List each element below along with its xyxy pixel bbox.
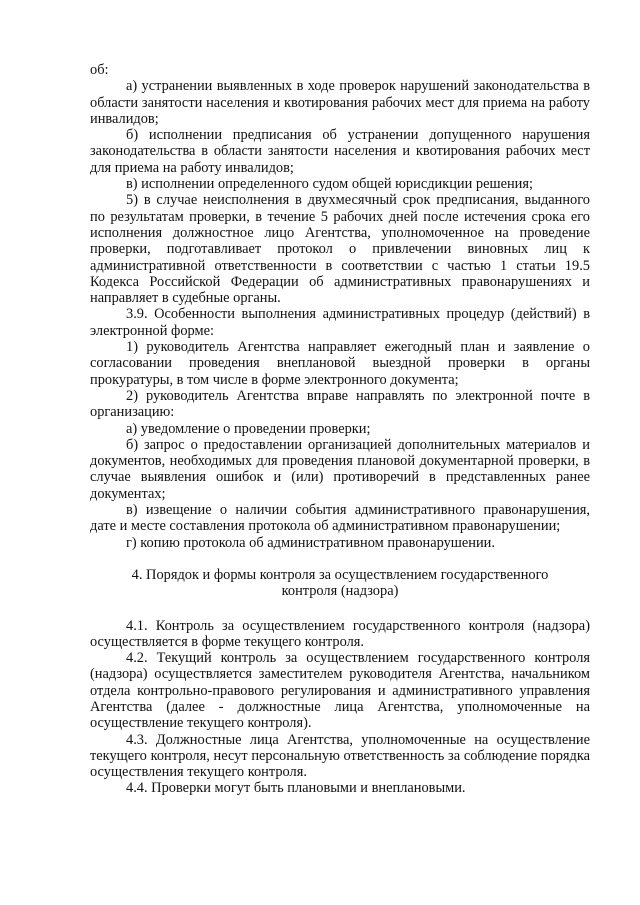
- paragraph-3-9-sub-g: г) копию протокола об административном правонарушении.: [126, 534, 495, 551]
- spacer: [90, 600, 590, 618]
- paragraph-3-9: 3.9. Особенности выполнения административных процедур (действий) в электронной форме:: [90, 306, 590, 339]
- paragraph-3-9-item-1: 1) руководитель Агентства направляет ежегодный план и заявление о согласовании проведения внеплановой выездной проверки в органы прокуратуры, в том числе в форме электронного документа;: [90, 339, 590, 388]
- paragraph-item-v: в) исполнении определенного судом общей юрисдикции решения;: [126, 176, 533, 193]
- paragraph-3-9-sub-a: а) уведомление о проведении проверки;: [126, 420, 371, 437]
- paragraph-4-2: 4.2. Текущий контроль за осуществлением государственного контроля (надзора) осуществляется заместителем руководителя Агентства, начальником отдела контрольно-правового регулирования и административного управления Агентства (далее - должностные лица Агентства, уполномоченные на осуществление текущего контроля).: [90, 650, 590, 732]
- paragraph-3-9-sub-v: в) извещение о наличии события административного правонарушения, дате и месте составления протокола об административном правонарушении;: [90, 502, 590, 535]
- paragraph-3-9-item-2: 2) руководитель Агентства вправе направлять по электронной почте в организацию:: [90, 387, 590, 421]
- paragraph-4-4: 4.4. Проверки могут быть плановыми и внеплановыми.: [126, 780, 466, 797]
- section-heading: 4. Порядок и формы контроля за осуществлением государственного контроля (надзора): [131, 566, 549, 600]
- paragraph-item-b: б) исполнении предписания об устранении допущенного нарушения законодательства в области занятости населения и квотирования рабочих мест для приема на работу инвалидов;: [90, 127, 590, 176]
- paragraph-4-1: 4.1. Контроль за осуществлением государственного контроля (надзора) осуществляется в форме текущего контроля.: [90, 617, 590, 650]
- paragraph-intro: об:: [90, 62, 109, 78]
- paragraph-item-a: а) устранении выявленных в ходе проверок нарушений законодательства в области занятости населения и квотирования рабочих мест для приема на работу инвалидов;: [90, 78, 590, 127]
- paragraph-4-3: 4.3. Должностные лица Агентства, уполномоченные на осуществление текущего контроля, несут персональную ответственность за соблюдение порядка осуществления текущего контроля.: [90, 731, 590, 781]
- spacer: [90, 551, 590, 567]
- paragraph-item-5: 5) в случае неисполнения в двухмесячный срок предписания, выданного по результатам проверки, в течение 5 рабочих дней после истечения срока его исполнения должностное лицо Агентства, уполномоченное на проведение проверки, подготавливает протокол о привлечении виновных лиц к административной ответственности в соответствии с частью 1 статьи 19.5 Кодекса Российской Федерации об административных правонарушениях и направляет в судебные органы.: [90, 192, 590, 307]
- paragraph-3-9-sub-b: б) запрос о предоставлении организацией дополнительных материалов и документов, необходимых для проведения плановой документарной проверки, в случае выявления ошибок и (или) противоречий в представленных ранее документах;: [90, 436, 590, 502]
- document-body: [90, 62, 590, 797]
